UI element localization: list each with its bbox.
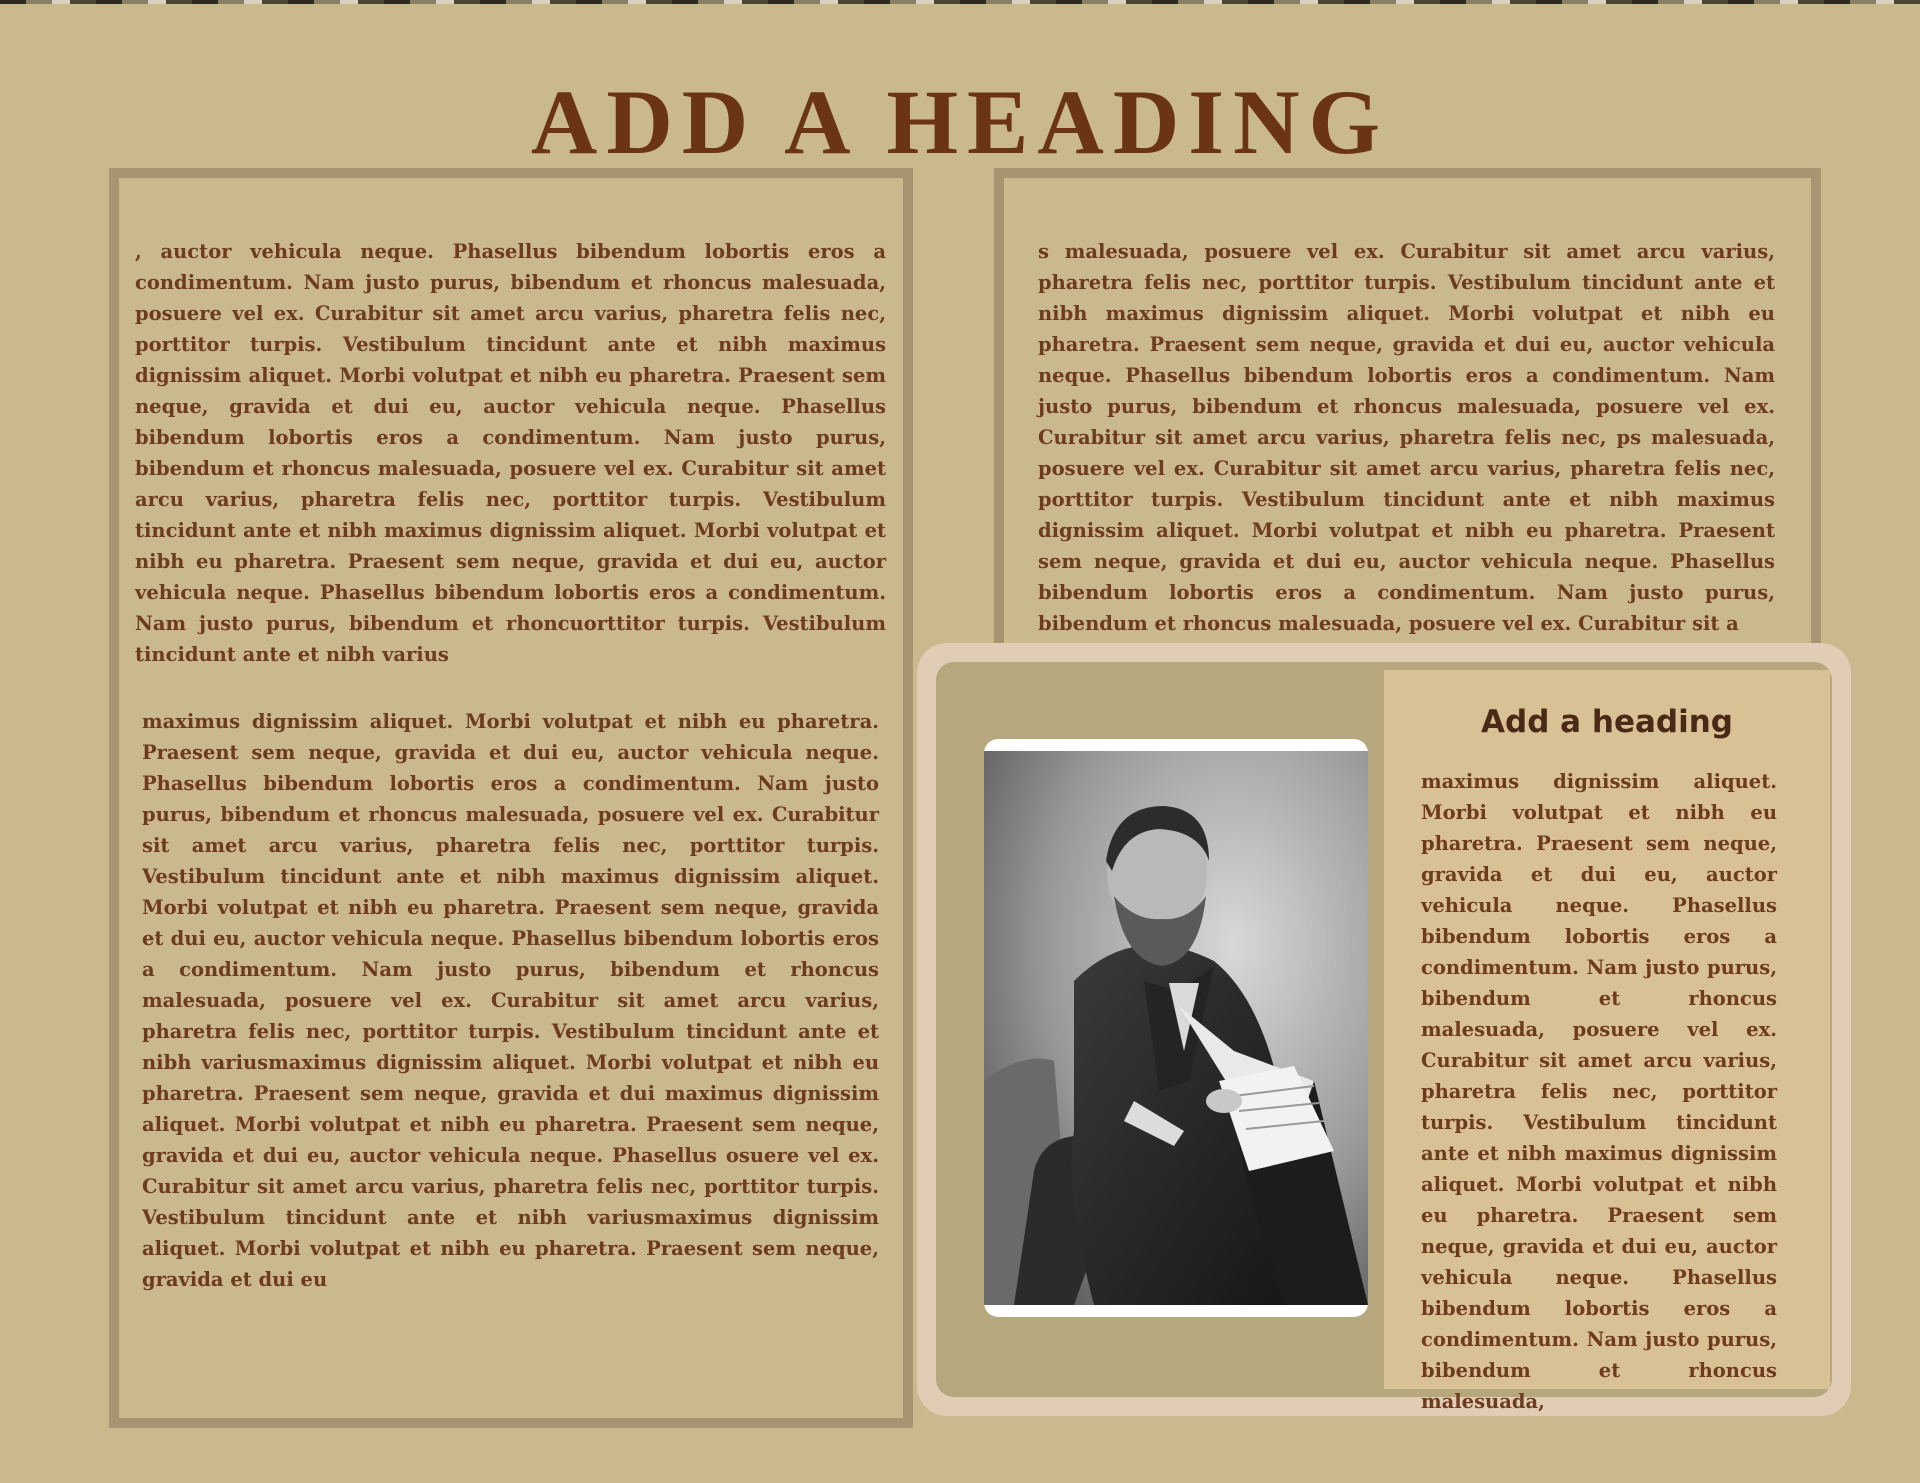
page-title: ADD A HEADING <box>530 71 1390 173</box>
card-paragraph: maximus dignissim aliquet. Morbi volutpat et nibh eu pharetra. Praesent sem neque, gravida et dui eu, auctor vehicula neque. Phasellus bibendum lobortis eros a condimentum. Nam justo purus, bibendum et rhoncus malesuada, posuere vel ex. Curabitur sit amet arcu varius, pharetra felis nec, porttitor turpis. Vestibulum tincidunt ante et nibh maximus dignissim aliquet. Morbi volutpat et nibh eu pharetra. Praesent sem neque, gravida et dui eu, auctor vehicula neque. Phasellus bibendum lobortis eros a condimentum. Nam justo purus, bibendum et rhoncus malesuada, <box>1421 770 1777 1413</box>
portrait-photo <box>984 739 1368 1317</box>
right-paragraph-1: s malesuada, posuere vel ex. Curabitur sit amet arcu varius, pharetra felis nec, porttitor turpis. Vestibulum tincidunt ante et nibh maximus dignissim aliquet. Morbi volutpat et nibh eu pharetra. Praesent sem neque, gravida et dui eu, auctor vehicula neque. Phasellus bibendum lobortis eros a condimentum. Nam justo purus, bibendum et rhoncus malesuada, posuere vel ex. Curabitur sit amet arcu varius, pharetra felis nec, ps malesuada, posuere vel ex. Curabitur sit amet arcu varius, pharetra felis nec, porttitor turpis. Vestibulum tincidunt ante et nibh maximus dignissim aliquet. Morbi volutpat et nibh eu pharetra. Praesent sem neque, gravida et dui eu, auctor vehicula neque. Phasellus bibendum lobortis eros a condimentum. Nam justo purus, bibendum et rhoncus malesuada, posuere vel ex. Curabitur sit a <box>1038 240 1775 635</box>
card-heading: Add a heading <box>1481 704 1733 740</box>
decorative-top-strip <box>0 0 1920 4</box>
portrait-photo-image <box>984 751 1368 1305</box>
left-paragraph-2: maximus dignissim aliquet. Morbi volutpat et nibh eu pharetra. Praesent sem neque, gravida et dui eu, auctor vehicula neque. Phasellus bibendum lobortis eros a condimentum. Nam justo purus, bibendum et rhoncus malesuada, posuere vel ex. Curabitur sit amet arcu varius, pharetra felis nec, porttitor turpis. Vestibulum tincidunt ante et nibh maximus dignissim aliquet. Morbi volutpat et nibh eu pharetra. Praesent sem neque, gravida et dui eu, auctor vehicula neque. Phasellus bibendum lobortis eros a condimentum. Nam justo purus, bibendum et rhoncus malesuada, posuere vel ex. Curabitur sit amet arcu varius, pharetra felis nec, porttitor turpis. Vestibulum tincidunt ante et nibh variusmaximus dignissim aliquet. Morbi volutpat et nibh eu pharetra. Praesent sem neque, gravida et dui maximus dignissim aliquet. Morbi volutpat et nibh eu pharetra. Praesent sem neque, gravida et dui eu, auctor vehicula neque. Phasellus osuere vel ex. Curabitur sit amet arcu varius, pharetra felis nec, porttitor turpis. Vestibulum tincidunt ante et nibh variusmaximus dignissim aliquet. Morbi volutpat et nibh eu pharetra. Praesent sem neque, gravida et dui eu <box>142 710 879 1291</box>
left-paragraph-1: , auctor vehicula neque. Phasellus bibendum lobortis eros a condimentum. Nam justo purus, bibendum et rhoncus malesuada, posuere vel ex. Curabitur sit amet arcu varius, pharetra felis nec, porttitor turpis. Vestibulum tincidunt ante et nibh maximus dignissim aliquet. Morbi volutpat et nibh eu pharetra. Praesent sem neque, gravida et dui eu, auctor vehicula neque. Phasellus bibendum lobortis eros a condimentum. Nam justo purus, bibendum et rhoncus malesuada, posuere vel ex. Curabitur sit amet arcu varius, pharetra felis nec, porttitor turpis. Vestibulum tincidunt ante et nibh maximus dignissim aliquet. Morbi volutpat et nibh eu pharetra. Praesent sem neque, gravida et dui eu, auctor vehicula neque. Phasellus bibendum lobortis eros a condimentum. Nam justo purus, bibendum et rhoncuorttitor turpis. Vestibulum tincidunt ante et nibh varius <box>135 240 886 666</box>
